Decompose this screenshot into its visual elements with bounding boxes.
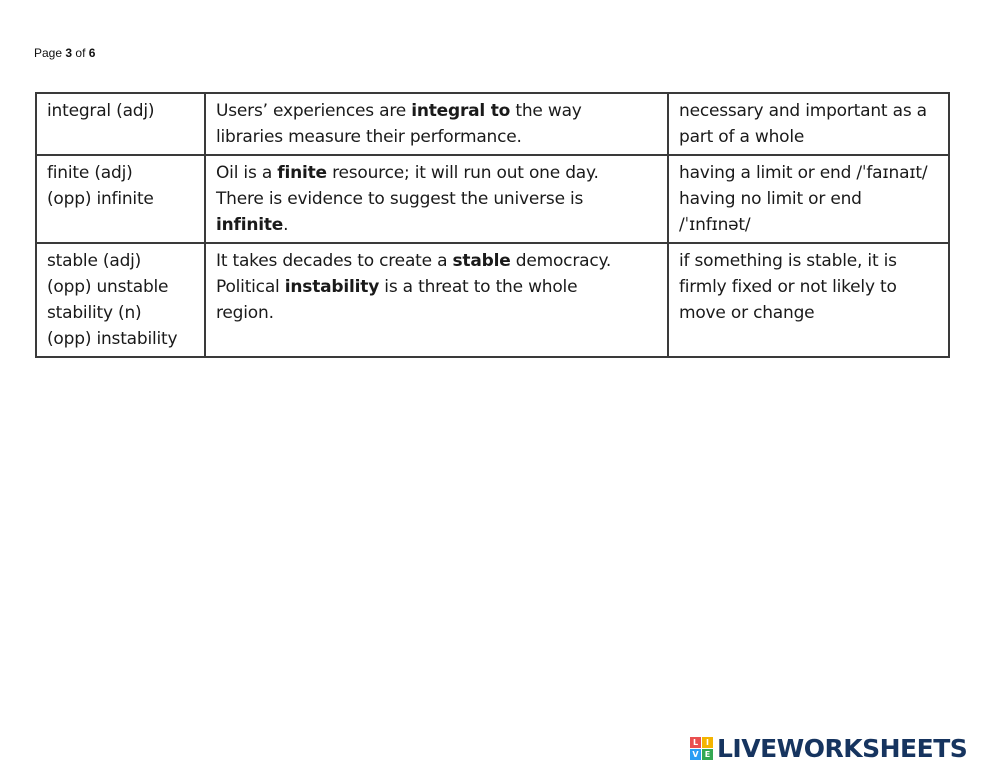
example-text: the way bbox=[510, 101, 582, 121]
table-row bbox=[36, 155, 949, 243]
definition-line: firmly fixed or not likely to bbox=[679, 277, 897, 297]
term-line: (opp) instability bbox=[47, 329, 178, 349]
page-current: 3 bbox=[65, 46, 73, 60]
page-total: 6 bbox=[88, 46, 96, 60]
example-text: Oil is a bbox=[216, 163, 278, 183]
term-line: stable (adj) bbox=[47, 251, 142, 271]
example-line bbox=[216, 98, 657, 124]
highlighted-word: finite bbox=[277, 163, 327, 183]
example-line bbox=[216, 124, 657, 150]
vocabulary-table-body bbox=[36, 93, 949, 357]
example-text: There is evidence to suggest the universe is bbox=[216, 189, 584, 209]
example-line bbox=[216, 300, 657, 326]
example-text: resource; it will run out one day. bbox=[326, 163, 599, 183]
logo-mark-square: I bbox=[702, 737, 713, 748]
definition-line: if something is stable, it is bbox=[679, 251, 897, 271]
example-line bbox=[216, 212, 657, 238]
liveworksheets-logo-mark-icon bbox=[690, 737, 713, 760]
definition-cell bbox=[668, 243, 949, 357]
vocabulary-table bbox=[35, 92, 950, 358]
example-line bbox=[216, 248, 657, 274]
table-row bbox=[36, 243, 949, 357]
example-line bbox=[216, 160, 657, 186]
page-indicator bbox=[34, 46, 95, 60]
term-line: stability (n) bbox=[47, 303, 142, 323]
logo-mark-square: E bbox=[702, 749, 713, 760]
example-cell bbox=[205, 155, 668, 243]
example-text: is a threat to the whole bbox=[379, 277, 578, 297]
highlighted-word: integral to bbox=[411, 101, 511, 121]
term-cell bbox=[36, 243, 205, 357]
liveworksheets-logo bbox=[690, 733, 967, 763]
definition-line: having no limit or end bbox=[679, 189, 862, 209]
logo-mark-square: V bbox=[690, 749, 701, 760]
highlighted-word: stable bbox=[452, 251, 511, 271]
definition-line: move or change bbox=[679, 303, 815, 323]
page-of: of bbox=[75, 46, 86, 60]
example-text: libraries measure their performance. bbox=[216, 127, 522, 147]
term-line: (opp) infinite bbox=[47, 189, 154, 209]
definition-cell bbox=[668, 93, 949, 155]
example-line bbox=[216, 274, 657, 300]
highlighted-word: instability bbox=[284, 277, 380, 297]
example-text: Users’ experiences are bbox=[216, 101, 412, 121]
term-line: finite (adj) bbox=[47, 163, 133, 183]
definition-line: having a limit or end /ˈfaɪnaɪt/ bbox=[679, 163, 928, 183]
logo-text: LIVEWORKSHEETS bbox=[717, 733, 968, 763]
term-cell bbox=[36, 93, 205, 155]
definition-line: necessary and important as a bbox=[679, 101, 927, 121]
example-text: It takes decades to create a bbox=[216, 251, 453, 271]
example-cell bbox=[205, 243, 668, 357]
table-row bbox=[36, 93, 949, 155]
term-cell bbox=[36, 155, 205, 243]
term-line: (opp) unstable bbox=[47, 277, 169, 297]
definition-cell bbox=[668, 155, 949, 243]
page-prefix: Page bbox=[34, 46, 63, 60]
definition-line: part of a whole bbox=[679, 127, 805, 147]
example-line bbox=[216, 186, 657, 212]
example-text: region. bbox=[216, 303, 274, 323]
term-line: integral (adj) bbox=[47, 101, 155, 121]
example-text: democracy. bbox=[510, 251, 612, 271]
highlighted-word: infinite bbox=[216, 215, 284, 235]
definition-line: /ˈɪnfɪnət/ bbox=[679, 215, 751, 235]
example-text: . bbox=[283, 215, 289, 235]
logo-mark-square: L bbox=[690, 737, 701, 748]
example-cell bbox=[205, 93, 668, 155]
example-text: Political bbox=[216, 277, 285, 297]
